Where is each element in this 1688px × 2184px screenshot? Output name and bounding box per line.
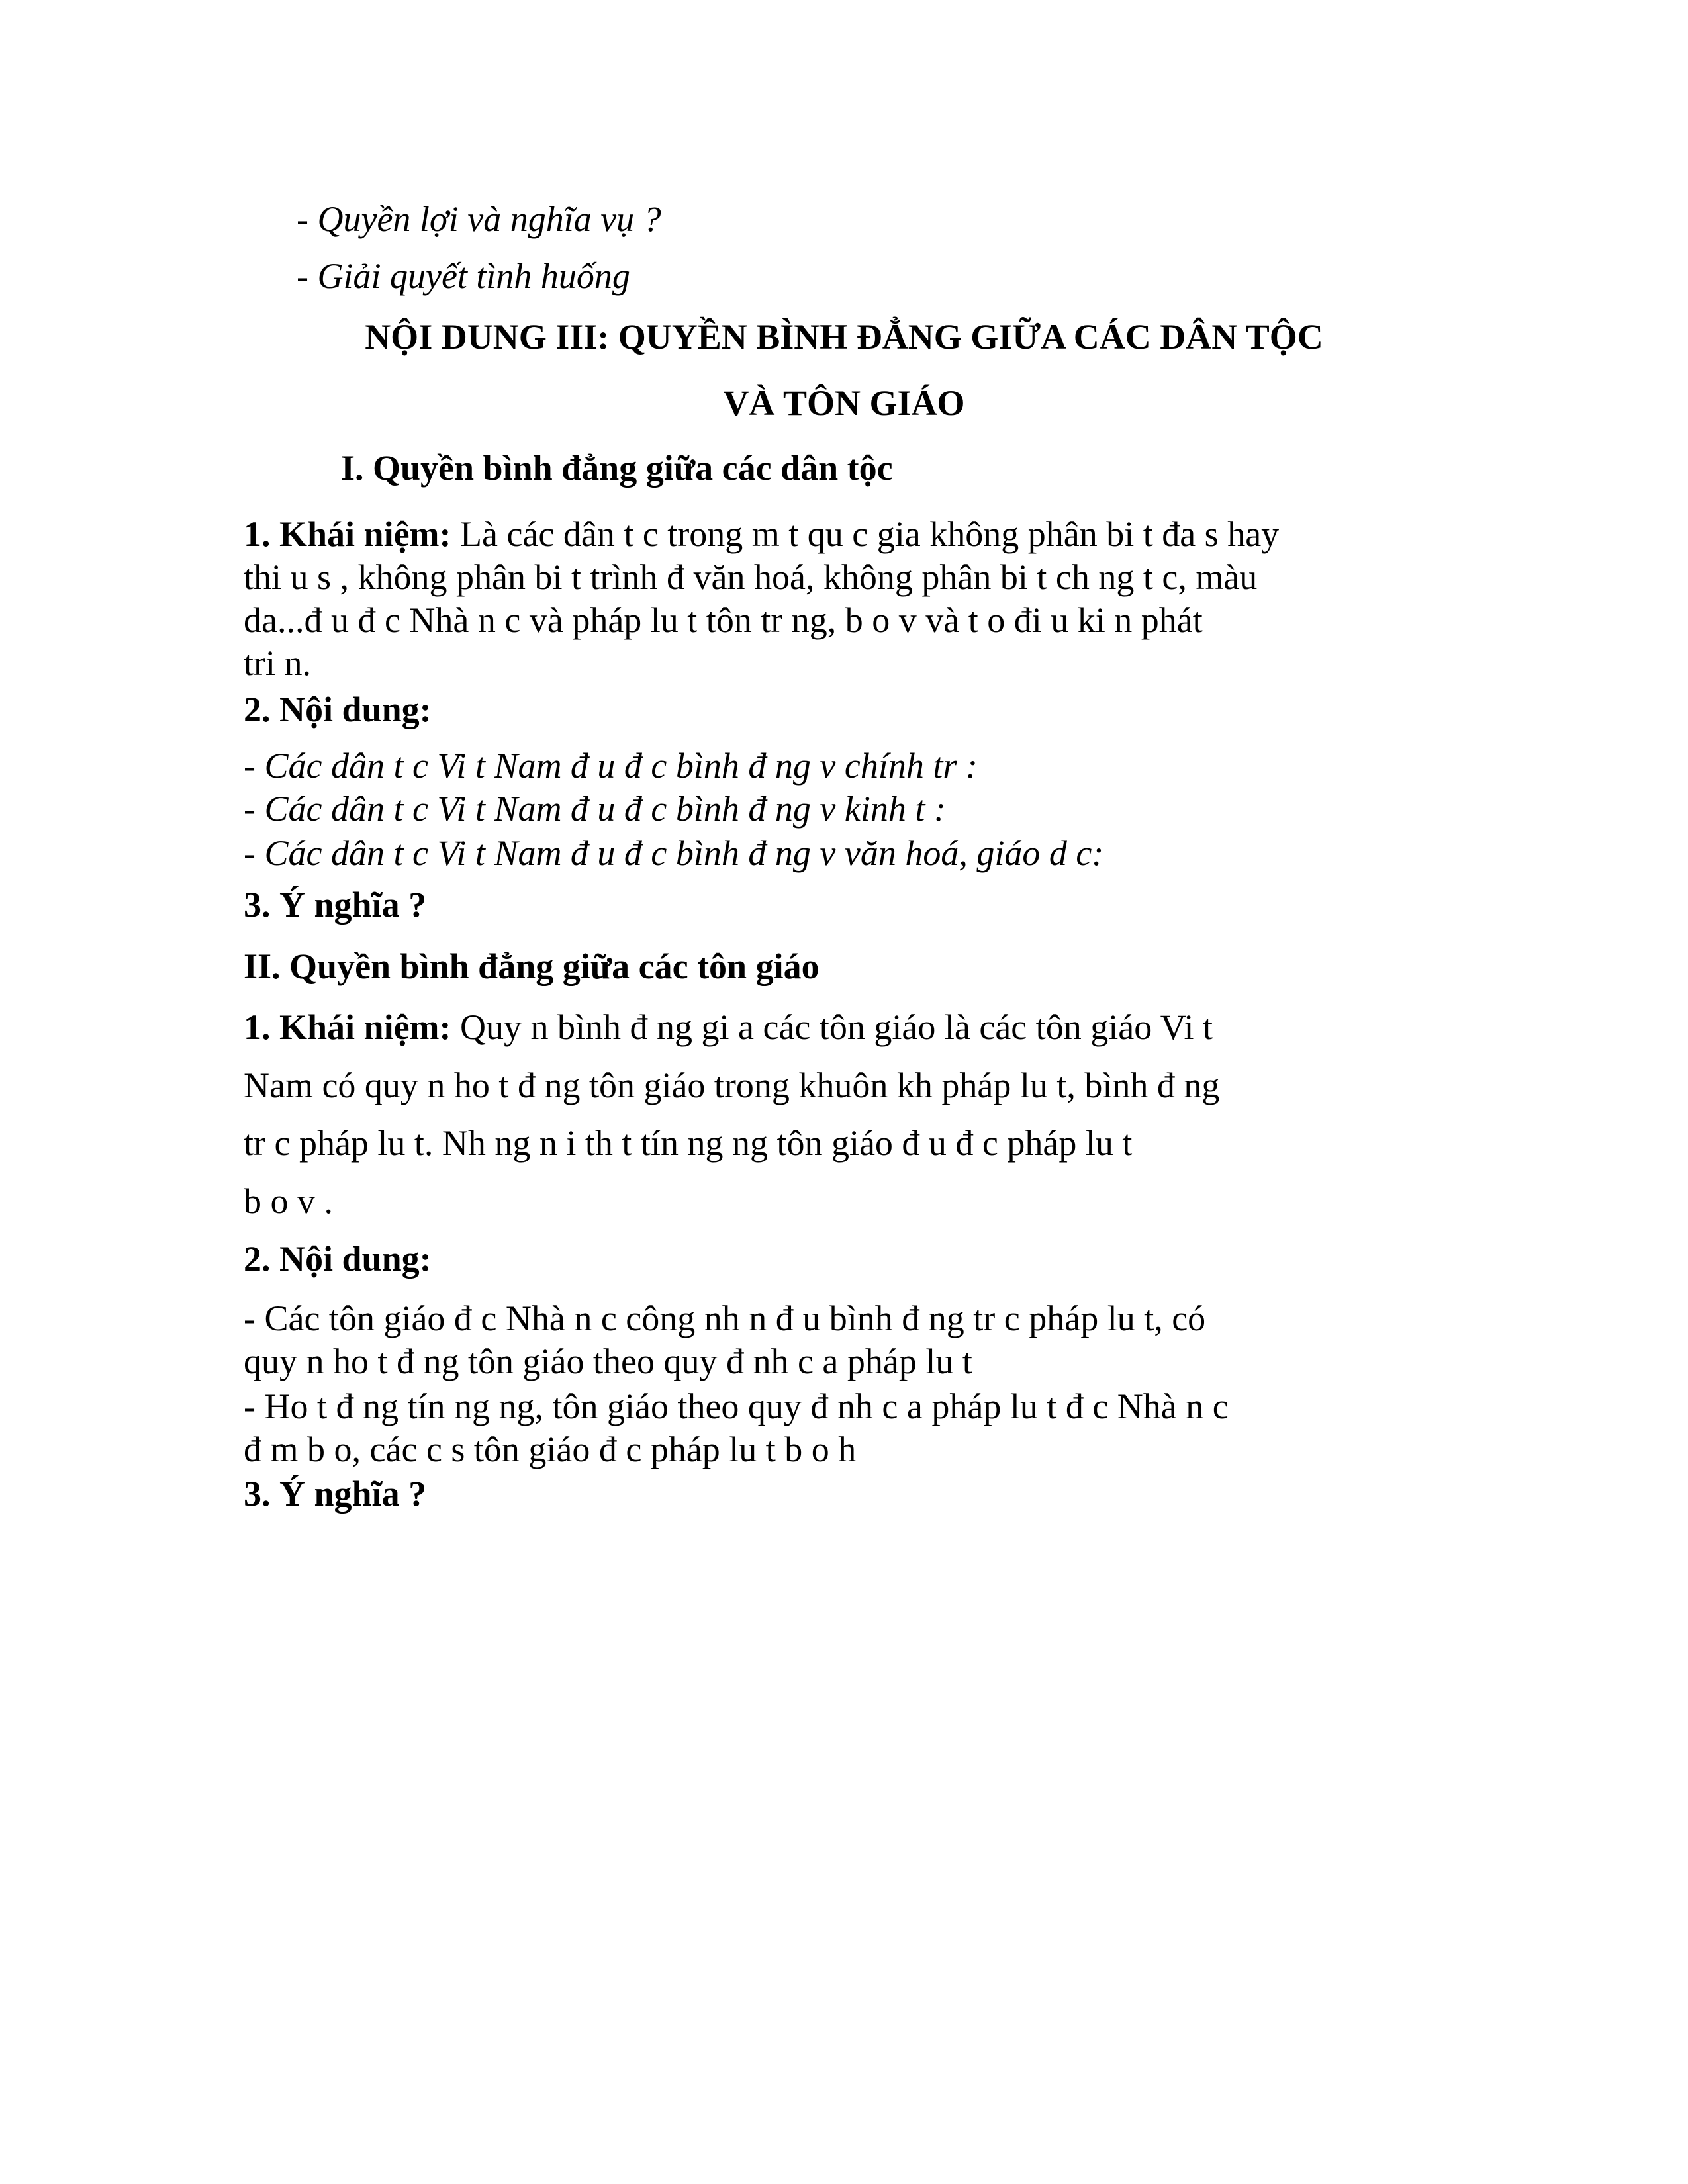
section2-concept-line1	[244, 1009, 1213, 1045]
section2-meaning-label: 3. Ý nghĩa ?	[244, 1474, 427, 1514]
section1-concept-line1	[244, 516, 1279, 552]
section2-concept-line3: tr c pháp lu t. Nh ng n i th t tín ng ng tôn giáo đ u đ c pháp lu t	[244, 1123, 1133, 1163]
bullet-solve-situation: - Giải quyết tình huống	[297, 256, 630, 296]
section1-content-item1: - Các dân t c Vi t Nam đ u đ c bình đ ng v chính tr :	[244, 746, 978, 786]
section1-heading: I. Quyền bình đẳng giữa các dân tộc	[341, 448, 893, 488]
section1-concept-line3: da...đ u đ c Nhà n c và pháp lu t tôn tr ng, b o v và t o đi u ki n phát	[244, 600, 1203, 640]
section2-content-label: 2. Nội dung:	[244, 1239, 432, 1279]
section2-content-line4: đ m b o, các c s tôn giáo đ c pháp lu t b o h	[244, 1430, 857, 1469]
page-title-line1: NỘI DUNG III: QUYỀN BÌNH ĐẲNG GIỮA CÁC DÂN TỘC	[365, 317, 1323, 357]
section1-concept-text: Là các dân t c trong m t qu c gia không phân bi t đa s hay	[451, 514, 1280, 554]
section2-content-line1: - Các tôn giáo đ c Nhà n c công nh n đ u bình đ ng tr c pháp lu t, có	[244, 1298, 1206, 1338]
bullet-rights-duties: - Quyền lợi và nghĩa vụ ?	[297, 199, 661, 239]
section1-content-item3: - Các dân t c Vi t Nam đ u đ c bình đ ng v văn hoá, giáo d c:	[244, 833, 1104, 873]
section2-concept-line2: Nam có quy n ho t đ ng tôn giáo trong khuôn kh pháp lu t, bình đ ng	[244, 1066, 1220, 1105]
section2-concept-line4: b o v .	[244, 1181, 333, 1221]
section1-concept-label: 1. Khái niệm:	[244, 514, 451, 554]
section2-concept-text: Quy n bình đ ng gi a các tôn giáo là các tôn giáo Vi t	[451, 1007, 1213, 1047]
page-title-line2: VÀ TÔN GIÁO	[723, 383, 965, 423]
section2-concept-label: 1. Khái niệm:	[244, 1007, 451, 1047]
section1-concept-line4: tri n.	[244, 643, 311, 683]
section1-content-label: 2. Nội dung:	[244, 690, 432, 729]
section2-heading: II. Quyền bình đẳng giữa các tôn giáo	[244, 946, 820, 986]
section2-content-line2: quy n ho t đ ng tôn giáo theo quy đ nh c a pháp lu t	[244, 1342, 972, 1381]
section2-content-line3: - Ho t đ ng tín ng ng, tôn giáo theo quy đ nh c a pháp lu t đ c Nhà n c	[244, 1387, 1229, 1426]
section1-concept-line2: thi u s , không phân bi t trình đ văn hoá, không phân bi t ch ng t c, màu	[244, 557, 1258, 597]
section1-meaning-label: 3. Ý nghĩa ?	[244, 885, 427, 925]
section1-content-item2: - Các dân t c Vi t Nam đ u đ c bình đ ng v kinh t :	[244, 789, 946, 829]
